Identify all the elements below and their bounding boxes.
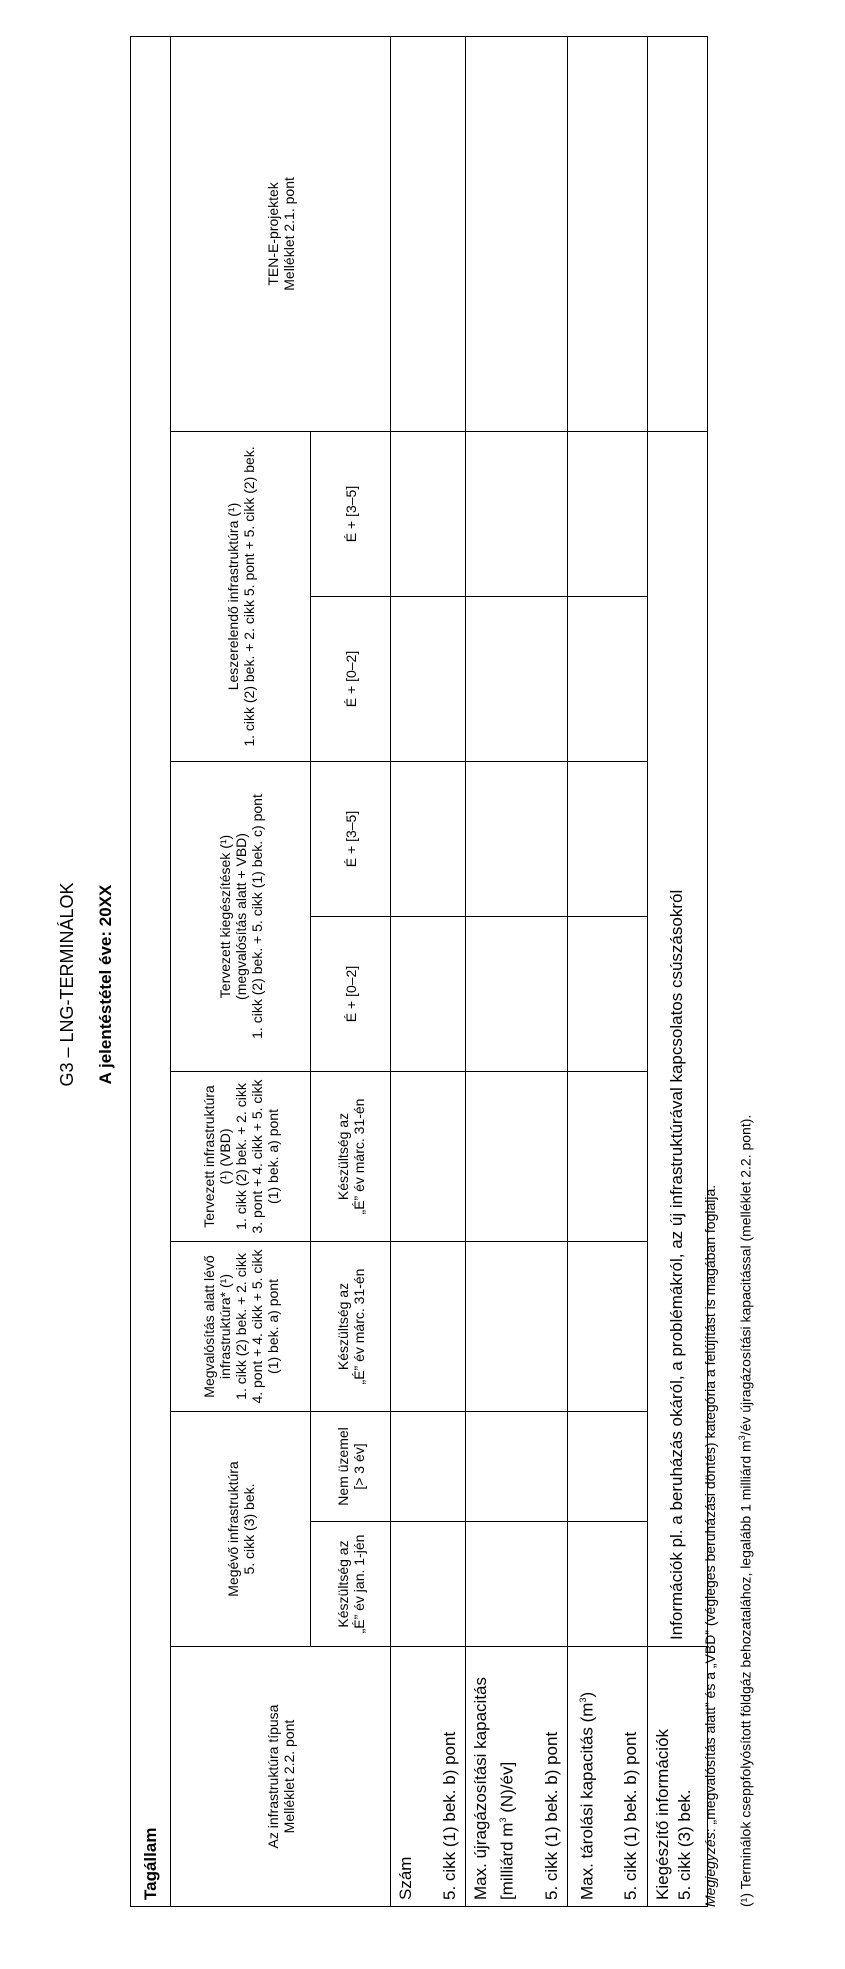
data-cell — [567, 1072, 647, 1242]
data-cell — [466, 1242, 568, 1412]
decommission-3-5-subheader: É + [3–5] — [311, 432, 391, 597]
data-cell — [391, 1522, 466, 1647]
reporting-year: A jelentéstétel éve: 20XX — [96, 884, 115, 1085]
data-cell — [567, 762, 647, 917]
data-cell — [391, 1072, 466, 1242]
data-cell — [567, 36, 647, 431]
footnote-note: Megjegyzés: „megvalósítás alatt” és a „VBD” (végleges beruházási döntés) kategória a felújítást is magában foglalja. — [702, 1184, 718, 1907]
table-row — [567, 36, 647, 1906]
data-cell — [466, 1522, 568, 1647]
data-cell — [466, 1072, 568, 1242]
member-state-label: Tagállam — [131, 36, 171, 1906]
data-cell — [391, 432, 466, 597]
supplementary-info-text: Információk pl. a beruházás okáról, a problémákról, az új infrastruktúrával kapcsolatos csúszásokról — [647, 432, 707, 1647]
existing-infrastructure-header: Megévő infrastruktúra 5. cikk (3) bek. — [171, 1412, 311, 1647]
decommission-0-2-subheader: É + [0–2] — [311, 597, 391, 762]
supplementary-info-label: Kiegészítő információk 5. cikk (3) bek. — [647, 1647, 707, 1907]
additions-0-2-subheader: É + [0–2] — [311, 917, 391, 1072]
data-cell — [391, 1412, 466, 1522]
planned-additions-header: Tervezett kiegészítések (¹) (megvalósítás alatt + VBD) 1. cikk (2) bek. + 5. cikk (1) bek. c) pont — [171, 762, 311, 1072]
under-construction-header: Megvalósítás alatt lévő infrastruktúra* (¹) 1. cikk (2) bek. + 2. cikk 4. pont + 4. cikk + 5. cikk (1) bek. a) pont — [171, 1242, 311, 1412]
data-cell — [466, 597, 568, 762]
data-cell — [567, 1412, 647, 1522]
regas-capacity-row-label: Max. újragázosítási kapacitás [milliárd $m^3$ (N)/év] 5. cikk (1) bek. b) pont — [466, 1647, 568, 1907]
fid-ready-subheader: Készültség az „É” év márc. 31-én — [311, 1072, 391, 1242]
data-cell — [391, 917, 466, 1072]
infrastructure-type-header: Az infrastruktúra típusa Melléklet 2.2. pont — [171, 1647, 391, 1907]
data-cell — [567, 597, 647, 762]
data-cell — [391, 1242, 466, 1412]
lng-terminals-table — [130, 36, 708, 1907]
data-cell — [466, 1412, 568, 1522]
existing-ready-subheader: Készültség az „É” év jan. 1-jén — [311, 1522, 391, 1647]
data-cell — [391, 762, 466, 917]
additions-3-5-subheader: É + [3–5] — [311, 762, 391, 917]
table-row — [647, 36, 707, 1906]
number-row-label: Szám 5. cikk (1) bek. b) pont — [391, 1647, 466, 1907]
table-row — [466, 36, 568, 1906]
data-cell — [391, 597, 466, 762]
table-row — [391, 36, 466, 1906]
data-cell — [567, 1242, 647, 1412]
data-cell — [391, 36, 466, 431]
data-cell — [466, 36, 568, 431]
data-cell — [567, 432, 647, 597]
data-cell — [567, 1522, 647, 1647]
page-title: G3 – LNG-TERMINÁLOK — [57, 882, 77, 1087]
decommission-header: Leszerelendő infrastruktúra (¹) 1. cikk (2) bek. + 2. cikk 5. pont + 5. cikk (2) bek. — [171, 432, 311, 762]
data-cell — [647, 36, 707, 431]
storage-capacity-row-label: Max. tárolási kapacitás $(m^3)$ 5. cikk (1) bek. b) pont — [567, 1647, 647, 1907]
planned-fid-header: Tervezett infrastruktúra (¹) (VBD) 1. cikk (2) bek. + 2. cikk 3. pont + 4. cikk + 5. cikk (1) bek. a) pont — [171, 1072, 311, 1242]
footnote-1: (¹) Terminálok cseppfolyósított földgáz behozatalához, legalább 1 milliárd $m^3/év$ újragázosítási kapacitással (melléklet 2.2. pont). — [737, 1114, 754, 1907]
uc-ready-subheader: Készültség az „É” év márc. 31-én — [311, 1242, 391, 1412]
ten-e-header: TEN-E-projektek Melléklet 2.1. pont — [171, 36, 391, 431]
data-cell — [567, 917, 647, 1072]
data-cell — [466, 432, 568, 597]
data-cell — [466, 762, 568, 917]
not-operating-subheader: Nem üzemel [> 3 év] — [311, 1412, 391, 1522]
data-cell — [466, 917, 568, 1072]
